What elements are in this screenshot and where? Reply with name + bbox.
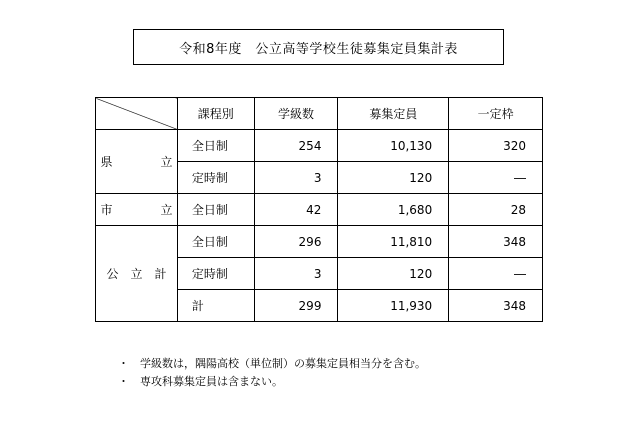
group-municipal: 市 立 — [96, 194, 178, 226]
cell-course-type: 定時制 — [177, 258, 254, 290]
group-prefectural: 県 立 — [96, 130, 178, 194]
header-enrollment-capacity: 募集定員 — [338, 98, 449, 130]
footnote-item — [118, 355, 426, 373]
footnotes — [118, 355, 426, 391]
cell-quota: 320 — [449, 130, 543, 162]
cell-capacity: 11,930 — [338, 290, 449, 322]
footnote-text: 学級数は，隅陽高校（単位制）の募集定員相当分を含む。 — [140, 357, 426, 370]
cell-course-type: 定時制 — [177, 162, 254, 194]
table-header-row — [96, 98, 543, 130]
cell-course-type: 全日制 — [177, 226, 254, 258]
table-row — [96, 130, 543, 162]
cell-capacity: 1,680 — [338, 194, 449, 226]
page-title: 令和8年度 公立高等学校生徒募集定員集計表 — [133, 29, 504, 65]
table-row — [96, 194, 543, 226]
cell-course-type: 全日制 — [177, 194, 254, 226]
bullet-icon: ・ — [118, 357, 129, 370]
cell-quota: 348 — [449, 226, 543, 258]
cell-class-count: 3 — [254, 258, 338, 290]
group-public-total: 公 立 計 — [96, 226, 178, 322]
cell-quota: 348 — [449, 290, 543, 322]
header-fixed-quota: 一定枠 — [449, 98, 543, 130]
cell-course-type: 計 — [177, 290, 254, 322]
cell-quota: ― — [449, 162, 543, 194]
cell-class-count: 42 — [254, 194, 338, 226]
cell-quota: 28 — [449, 194, 543, 226]
cell-quota: ― — [449, 258, 543, 290]
cell-capacity: 10,130 — [338, 130, 449, 162]
cell-course-type: 全日制 — [177, 130, 254, 162]
cell-class-count: 296 — [254, 226, 338, 258]
cell-class-count: 299 — [254, 290, 338, 322]
bullet-icon: ・ — [118, 375, 129, 388]
footnote-item — [118, 373, 426, 391]
corner-cell — [96, 98, 178, 130]
cell-capacity: 120 — [338, 162, 449, 194]
cell-class-count: 254 — [254, 130, 338, 162]
cell-capacity: 11,810 — [338, 226, 449, 258]
enrollment-table — [95, 97, 543, 322]
footnote-text: 専攻科募集定員は含まない。 — [140, 375, 283, 388]
header-course-type: 課程別 — [177, 98, 254, 130]
table-row — [96, 226, 543, 258]
cell-capacity: 120 — [338, 258, 449, 290]
cell-class-count: 3 — [254, 162, 338, 194]
header-class-count: 学級数 — [254, 98, 338, 130]
